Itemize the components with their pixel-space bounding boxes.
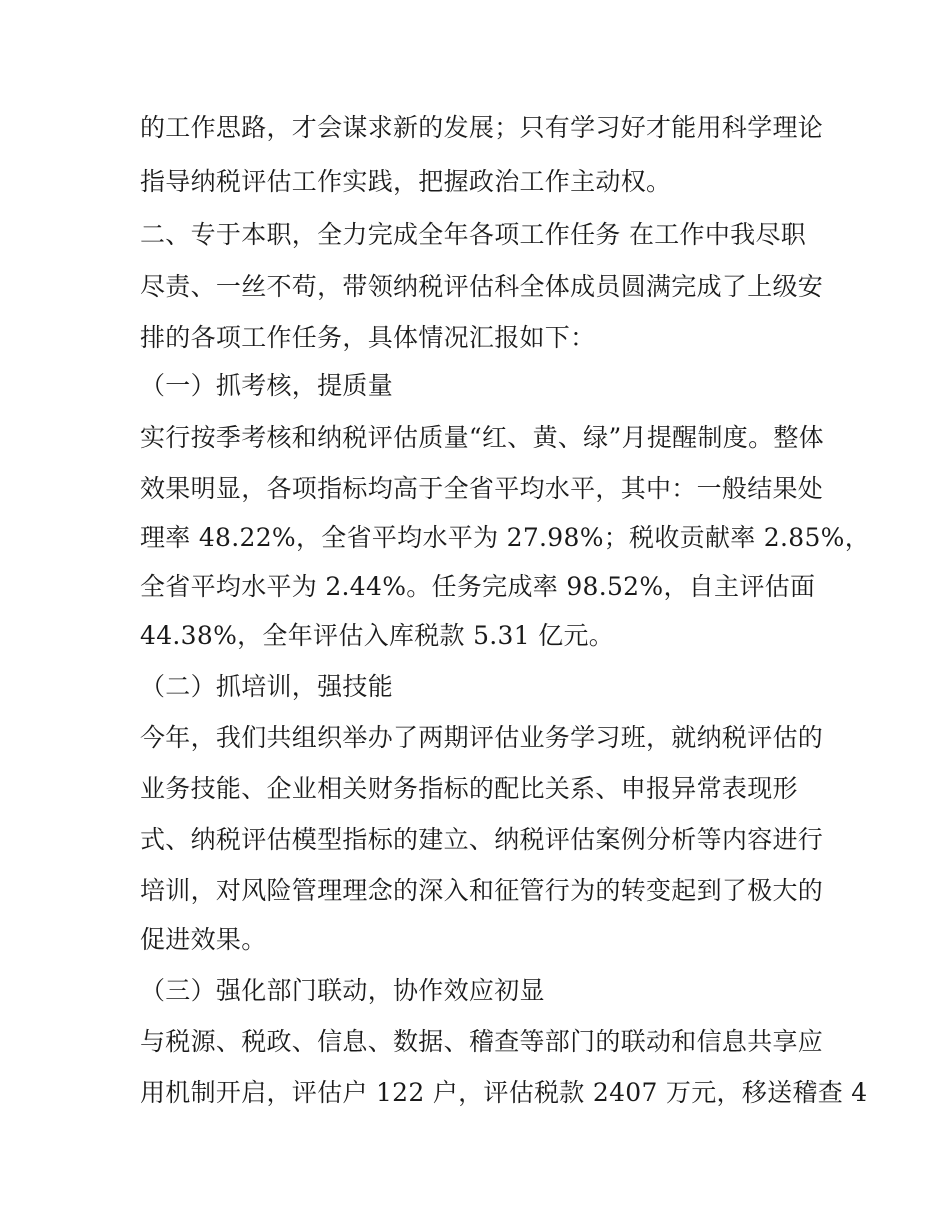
section-heading-line: 二、专于本职，全力完成全年各项工作任务 在工作中我尽职 <box>140 220 807 249</box>
paragraph-line: 排的各项工作任务，具体情况汇报如下： <box>140 323 596 352</box>
paragraph-line: 全省平均水平为 2.44%。任务完成率 98.52%，自主评估面 <box>140 572 816 601</box>
paragraph-line: 效果明显，各项指标均高于全省平均水平，其中：一般结果处 <box>140 474 824 503</box>
paragraph-line: 式、纳税评估模型指标的建立、纳税评估案例分析等内容进行 <box>140 825 824 854</box>
subheading-line: （三）强化部门联动，协作效应初显 <box>140 976 545 1005</box>
paragraph-line: 促进效果。 <box>140 925 267 954</box>
paragraph-line: 培训，对风险管理理念的深入和征管行为的转变起到了极大的 <box>140 876 824 905</box>
paragraph-line: 业务技能、企业相关财务指标的配比关系、申报异常表现形 <box>140 774 798 803</box>
paragraph-line: 理率 48.22%，全省平均水平为 27.98%；税收贡献率 2.85%， <box>140 523 871 552</box>
paragraph-line: 44.38%，全年评估入库税款 5.31 亿元。 <box>140 621 615 650</box>
paragraph-line: 指导纳税评估工作实践，把握政治工作主动权。 <box>140 167 672 196</box>
paragraph-line: 今年，我们共组织举办了两期评估业务学习班，就纳税评估的 <box>140 723 824 752</box>
paragraph-line: 实行按季考核和纳税评估质量“红、黄、绿”月提醒制度。整体 <box>140 423 824 452</box>
paragraph-line: 的工作思路，才会谋求新的发展；只有学习好才能用科学理论 <box>140 113 824 142</box>
paragraph-line: 与税源、税政、信息、数据、稽查等部门的联动和信息共享应 <box>140 1027 824 1056</box>
paragraph-line: 用机制开启，评估户 122 户，评估税款 2407 万元，移送稽查 4 <box>140 1078 868 1107</box>
paragraph-line: 尽责、一丝不苟，带领纳税评估科全体成员圆满完成了上级安 <box>140 272 824 301</box>
subheading-line: （二）抓培训，强技能 <box>140 672 394 701</box>
subheading-line: （一）抓考核，提质量 <box>140 371 394 400</box>
